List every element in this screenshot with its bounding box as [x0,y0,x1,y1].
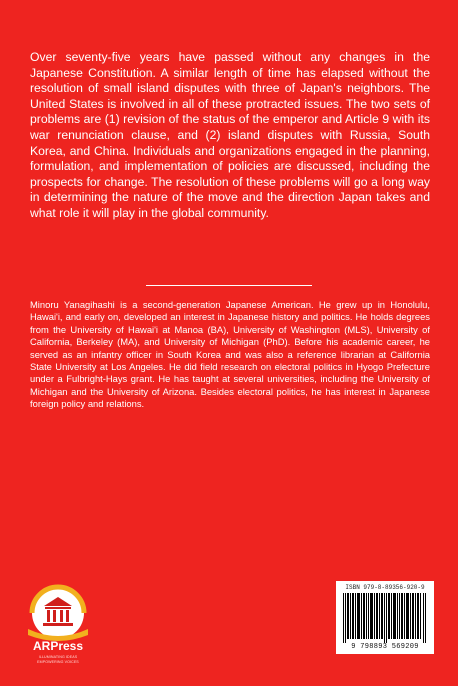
publisher-tagline-1: ILLUMINATING IDEAS [38,655,78,659]
isbn-label: ISBN 979-8-89356-920-9 [345,584,425,591]
publisher-name: ARPress [32,639,84,653]
blurb-text: Over seventy-five years have passed without any changes in the Japanese Constitution. A similar length of time has elapsed without the resolution of small island disputes with three of Japan's neighbors. The United States is involved in all of these protracted issues. The two sets of problems are (1) revision of the status of the emperor and Article 9 with its war renunciation clause, and (2) island disputes with Russia, South Korea, and China. Individuals and organizations engaged in the planning, formulation, and implementation of policies are discussed, including the prospects for change. The resolution of these problems will go a long way in determining the nature of the move and the direction Japan takes and what role it will play in the global community. [30,50,430,220]
publisher-tagline-2: EMPOWERING VOICES [37,660,79,664]
barcode-box [336,581,434,654]
barcode-digits: 9 798893 569209 [351,643,419,651]
author-bio: Minoru Yanagihashi is a second-generation Japanese American. He grew up in Honolulu, Hawai'i, and early on, developed an interest in Japanese history and politics. He holds degrees from the University of Hawai'i at Manoa (BA), University of Washington (MLS), University of California, Berkeley (MA), and University of Michigan (PhD). Before his academic career, he served as an infantry officer in South Korea and was also a reference librarian at California State University at Los Angeles. He did field research on electoral politics in Hyogo Prefecture under a Fulbright-Hays grant. He has taught at several universities, including the University of Michigan and the University of Arizona. Besides electoral politics, he has interest in Japanese foreign policy and relations. [30,299,430,410]
section-divider [146,285,312,286]
publisher-logo [22,583,94,675]
library-building-icon [22,583,94,641]
barcode-bars [343,593,427,643]
